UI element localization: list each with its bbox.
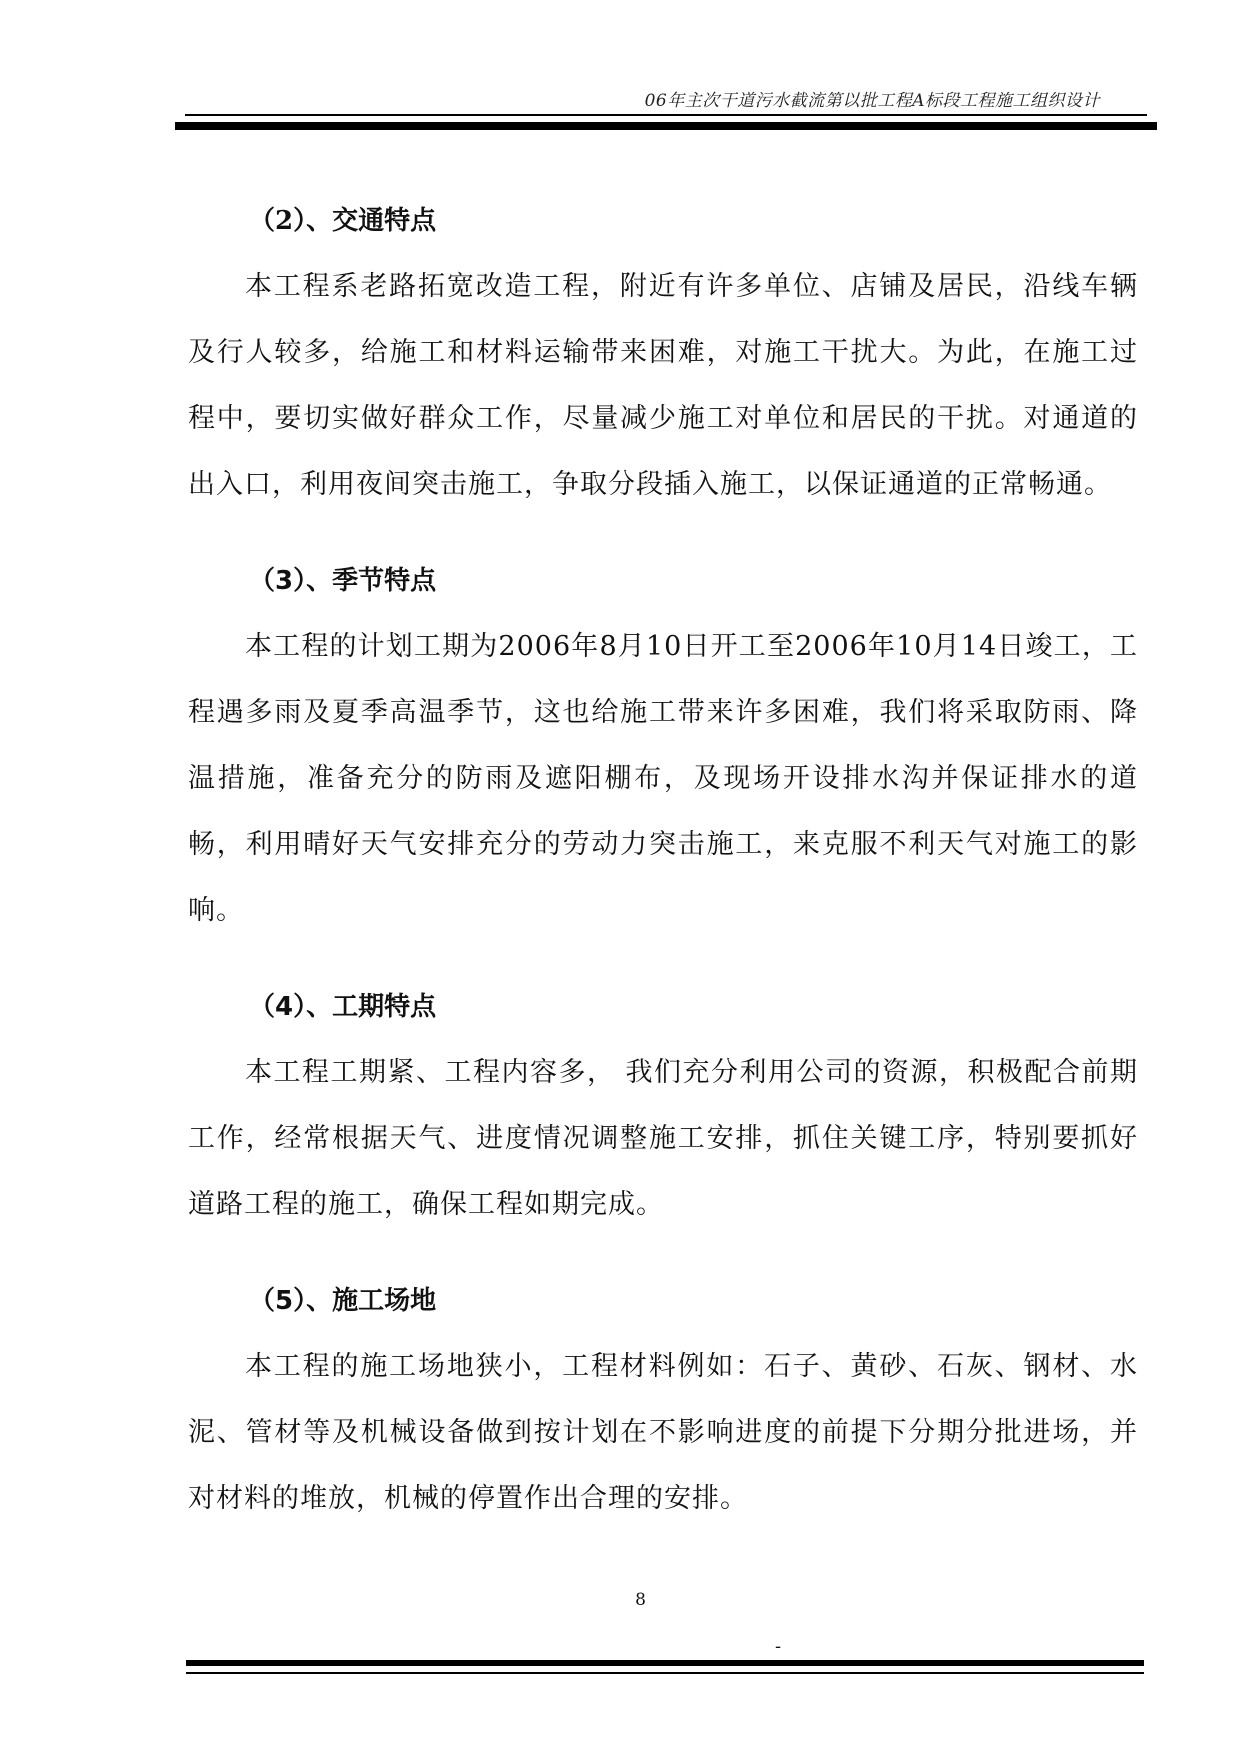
section-schedule <box>188 974 1138 1238</box>
footer-rule-thick <box>186 1660 1144 1666</box>
section-paragraph-traffic: 本工程系老路拓宽改造工程，附近有许多单位、店铺及居民，沿线车辆及行人较多，给施工和材料运输带来困难，对施工干扰大。为此，在施工过程中，要切实做好群众工作，尽量减少施工对单位和居民的干扰。对通道的出入口，利用夜间突击施工，争取分段插入施工，以保证通道的正常畅通。 <box>188 271 1138 500</box>
header-rule-thick <box>175 122 1157 130</box>
section-gap <box>188 1238 1138 1268</box>
section-heading-site: （5）、施工场地 <box>249 1286 437 1316</box>
section-paragraph-schedule: 本工程工期紧、工程内容多， 我们充分利用公司的资源，积极配合前期工作，经常根据天气、进度情况调整施工安排，抓住关键工序，特别要抓好道路工程的施工，确保工程如期完成。 <box>188 1057 1138 1220</box>
section-gap <box>188 518 1138 548</box>
section-paragraph-season: 本工程的计划工期为2006年8月10日开工至2006年10月14日竣工，工程遇多雨及夏季高温季节，这也给施工带来许多困难，我们将采取防雨、降温措施，准备充分的防雨及遮阳棚布，及现场开设排水沟并保证排水的道畅，利用晴好天气安排充分的劳动力突击施工，来克服不利天气对施工的影响。 <box>188 631 1138 926</box>
section-gap <box>188 944 1138 974</box>
header-rule-thin <box>185 114 1147 116</box>
section-heading-season: （3）、季节特点 <box>249 566 437 596</box>
section-heading-schedule: （4）、工期特点 <box>249 992 437 1022</box>
section-heading-traffic: （2）、交通特点 <box>249 206 437 236</box>
header-title: 06年主次干道污水截流第以批工程A标段工程施工组织设计 <box>644 91 1100 111</box>
footer-dash: - <box>775 1636 782 1657</box>
document-body <box>188 188 1138 1532</box>
section-traffic <box>188 188 1138 518</box>
footer-rule-thin <box>186 1672 1144 1674</box>
page-number: 8 <box>635 1590 646 1610</box>
section-site <box>188 1268 1138 1532</box>
section-paragraph-site: 本工程的施工场地狭小，工程材料例如：石子、黄砂、石灰、钢材、水泥、管材等及机械设备做到按计划在不影响进度的前提下分期分批进场，并对材料的堆放，机械的停置作出合理的安排。 <box>188 1351 1138 1514</box>
section-season <box>188 548 1138 944</box>
